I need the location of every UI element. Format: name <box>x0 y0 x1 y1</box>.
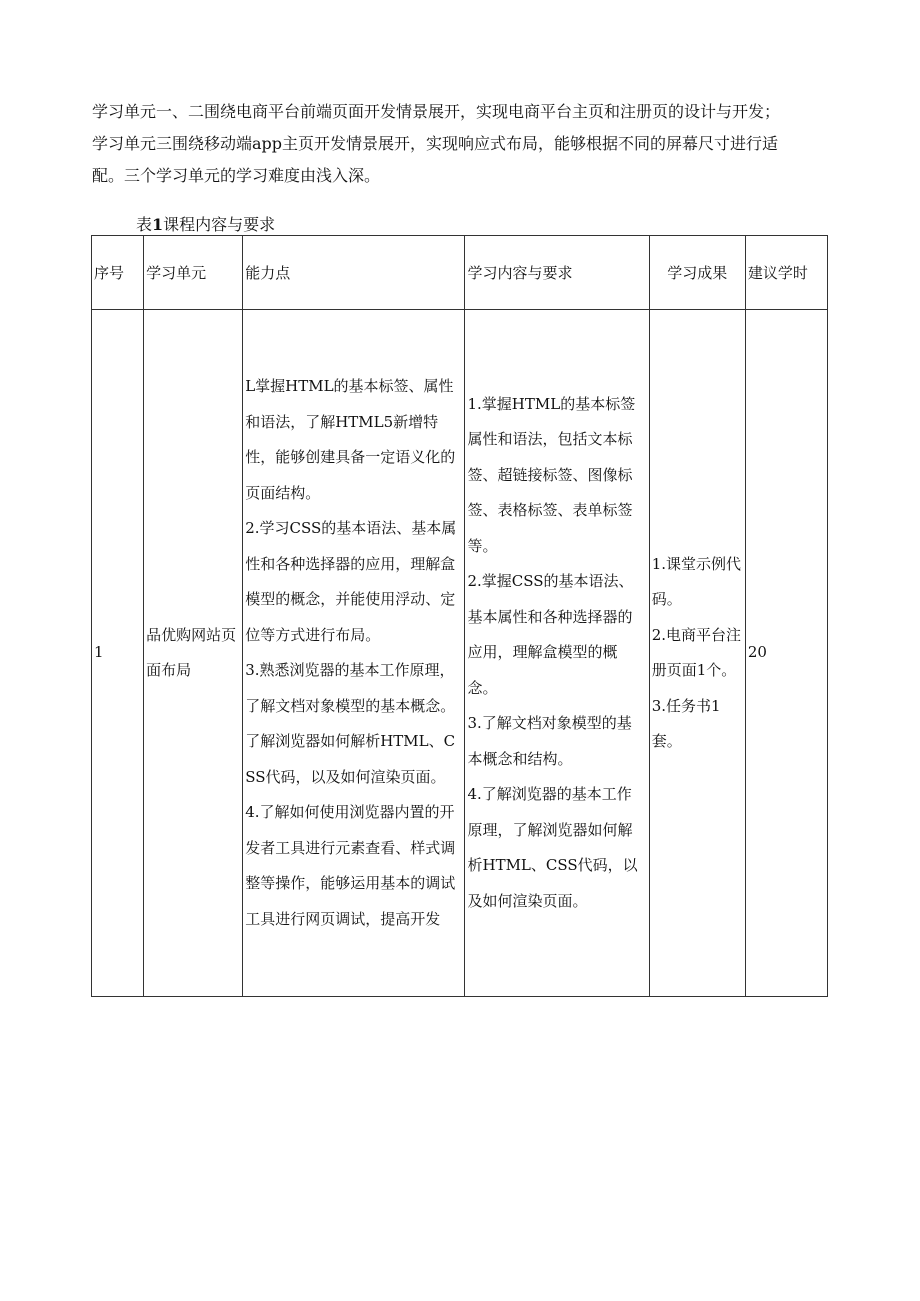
header-hours: 建议学时 <box>745 236 827 310</box>
table-caption-number: 1 <box>152 215 164 234</box>
table-caption-title: 课程内容与要求 <box>163 215 276 234</box>
cell-ability <box>243 310 465 997</box>
header-result: 学习成果 <box>649 236 745 310</box>
table-caption <box>136 214 275 236</box>
table-caption-prefix: 表 <box>136 215 153 234</box>
header-ability: 能力点 <box>243 236 465 310</box>
ability-item: L掌握HTML的基本标签、属性和语法，了解HTML5新增特性，能够创建具备一定语义化的页面结构。 <box>245 377 456 502</box>
table-row <box>92 310 828 997</box>
ability-item: 3.熟悉浏览器的基本工作原理，了解文档对象模型的基本概念。了解浏览器如何解析HTML、CSS代码，以及如何渲染页面。 <box>245 661 456 786</box>
content-item: 2.掌握CSS的基本语法、基本属性和各种选择器的应用，理解盒模型的概念。 <box>467 572 634 697</box>
cell-result <box>649 310 745 997</box>
cell-hours: 20 <box>745 310 827 997</box>
cell-content <box>465 310 649 997</box>
course-content-table <box>91 235 828 997</box>
content-item: 1.掌握HTML的基本标签属性和语法，包括文本标签、超链接标签、图像标签、表格标签、表单标签等。 <box>467 394 636 555</box>
intro-line-1: 学习单元一、二围绕电商平台前端页面开发情景展开，实现电商平台主页和注册页的设计与开发； <box>92 102 781 121</box>
result-item: 3.任务书1套。 <box>651 696 721 750</box>
header-unit: 学习单元 <box>144 236 243 310</box>
ability-item: 4.了解如何使用浏览器内置的开发者工具进行元素查看、样式调整等操作，能够运用基本的调试工具进行网页调试，提高开发 <box>245 803 456 928</box>
header-content: 学习内容与要求 <box>465 236 649 310</box>
ability-item: 2.学习CSS的基本语法、基本属性和各种选择器的应用，理解盒模型的概念，并能使用浮动、定位等方式进行布局。 <box>245 519 457 644</box>
table-header-row <box>92 236 828 310</box>
intro-paragraph <box>92 96 832 192</box>
intro-line-3: 配。三个学习单元的学习难度由浅入深。 <box>92 166 381 185</box>
intro-line-2: 学习单元三围绕移动端app主页开发情景展开，实现响应式布局，能够根据不同的屏幕尺寸进行适 <box>92 134 779 153</box>
cell-seq: 1 <box>92 310 144 997</box>
result-item: 1.课堂示例代码。 <box>651 554 742 608</box>
content-item: 3.了解文档对象模型的基本概念和结构。 <box>467 714 632 768</box>
result-item: 2.电商平台注册页面1个。 <box>651 625 742 679</box>
content-item: 4.了解浏览器的基本工作原理，了解浏览器如何解析HTML、CSS代码，以及如何渲染页面。 <box>467 785 638 910</box>
cell-unit: 品优购网站页面布局 <box>144 310 243 997</box>
header-seq: 序号 <box>92 236 144 310</box>
